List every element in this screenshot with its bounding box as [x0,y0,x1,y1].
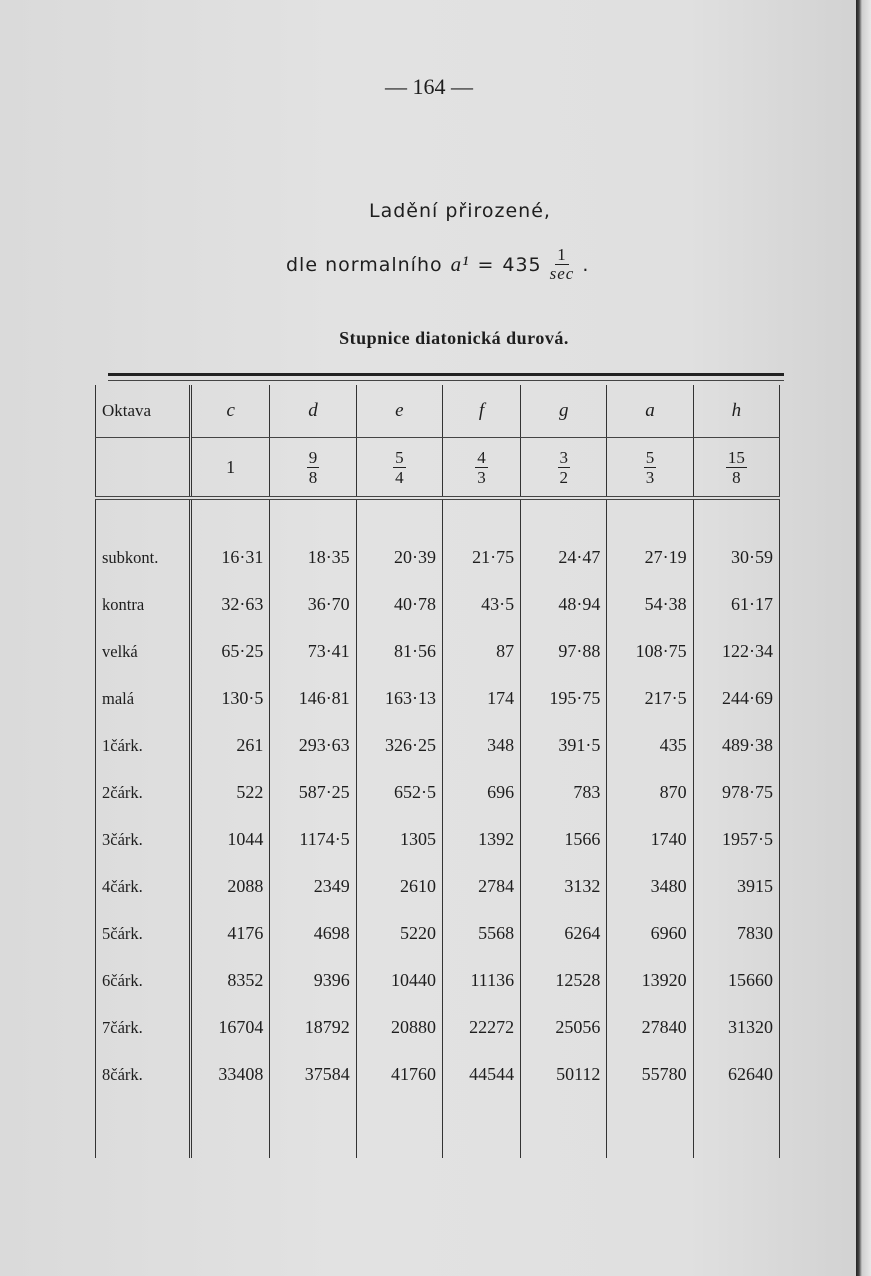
frequency-table [95,385,780,1158]
octave-label: kontra [96,581,191,628]
frequency-cell-d: 146·81 [270,675,356,722]
frequency-cell-g: 97·88 [521,628,607,675]
frequency-cell-e: 20880 [356,1004,442,1051]
note-header-f: f [442,385,520,438]
note-header-row [96,385,780,438]
frequency-cell-e: 20·39 [356,534,442,581]
frequency-cell-a: 870 [607,769,693,816]
table-row [96,1004,780,1051]
frequency-cell-h: 61·17 [693,581,779,628]
frequency-cell-f: 348 [442,722,520,769]
subtitle-variable: a¹ [450,252,470,276]
ratio-g: $\frac{3}{2}$ [521,438,607,499]
frequency-cell-d: 4698 [270,910,356,957]
ratio-row [96,438,780,499]
frequency-cell-g: 1566 [521,816,607,863]
frequency-cell-a: 217·5 [607,675,693,722]
book-spine-shadow [856,0,871,1276]
frequency-cell-c: 16·31 [190,534,270,581]
octave-column-header: Oktava [96,385,191,438]
frequency-cell-h: 31320 [693,1004,779,1051]
unit-fraction [550,246,575,283]
page-title: Ladění přirozené, [369,200,551,222]
frequency-cell-c: 130·5 [190,675,270,722]
spacer-row [96,498,780,534]
frequency-cell-d: 73·41 [270,628,356,675]
frequency-cell-c: 65·25 [190,628,270,675]
octave-label: 2čárk. [96,769,191,816]
table-top-rule [108,373,784,376]
frequency-cell-c: 1044 [190,816,270,863]
octave-label: 8čárk. [96,1051,191,1098]
table-row [96,816,780,863]
frequency-cell-e: 40·78 [356,581,442,628]
frequency-cell-c: 4176 [190,910,270,957]
octave-label: 7čárk. [96,1004,191,1051]
ratio-d: $\frac{9}{8}$ [270,438,356,499]
frequency-cell-d: 587·25 [270,769,356,816]
frequency-cell-d: 1174·5 [270,816,356,863]
frequency-cell-e: 652·5 [356,769,442,816]
section-heading: Stupnice diatonická durová. [339,328,569,348]
octave-label: 6čárk. [96,957,191,1004]
table-row [96,675,780,722]
frequency-cell-c: 33408 [190,1051,270,1098]
fraction-numerator: 1 [557,245,567,264]
frequency-cell-e: 1305 [356,816,442,863]
frequency-cell-g: 391·5 [521,722,607,769]
frequency-cell-f: 5568 [442,910,520,957]
frequency-cell-h: 978·75 [693,769,779,816]
note-header-c: c [190,385,270,438]
fraction-denominator: sec [549,264,575,283]
frequency-cell-d: 37584 [270,1051,356,1098]
frequency-cell-a: 54·38 [607,581,693,628]
frequency-cell-a: 108·75 [607,628,693,675]
octave-label: 5čárk. [96,910,191,957]
frequency-cell-g: 6264 [521,910,607,957]
frequency-cell-f: 1392 [442,816,520,863]
frequency-cell-f: 44544 [442,1051,520,1098]
frequency-cell-e: 81·56 [356,628,442,675]
frequency-cell-h: 30·59 [693,534,779,581]
frequency-cell-h: 7830 [693,910,779,957]
page-number: — 164 — [385,74,473,99]
frequency-cell-f: 87 [442,628,520,675]
table-row [96,581,780,628]
table-row [96,863,780,910]
note-header-h: h [693,385,779,438]
ratio-e: $\frac{5}{4}$ [356,438,442,499]
note-header-d: d [270,385,356,438]
subtitle-equals: = [477,253,495,276]
frequency-cell-a: 1740 [607,816,693,863]
frequency-cell-g: 50112 [521,1051,607,1098]
table-row [96,534,780,581]
frequency-cell-d: 18792 [270,1004,356,1051]
frequency-cell-g: 195·75 [521,675,607,722]
frequency-cell-f: 21·75 [442,534,520,581]
frequency-cell-h: 1957·5 [693,816,779,863]
frequency-cell-g: 25056 [521,1004,607,1051]
octave-label: velká [96,628,191,675]
ratio-f: $\frac{4}{3}$ [442,438,520,499]
frequency-cell-f: 2784 [442,863,520,910]
table-bottom-spacer [96,1098,780,1158]
note-header-e: e [356,385,442,438]
frequency-cell-f: 43·5 [442,581,520,628]
frequency-cell-d: 18·35 [270,534,356,581]
frequency-cell-f: 696 [442,769,520,816]
frequency-cell-g: 48·94 [521,581,607,628]
frequency-cell-g: 12528 [521,957,607,1004]
octave-label: 1čárk. [96,722,191,769]
table-row [96,722,780,769]
frequency-cell-a: 13920 [607,957,693,1004]
frequency-cell-h: 15660 [693,957,779,1004]
frequency-cell-a: 435 [607,722,693,769]
table-row [96,910,780,957]
frequency-cell-g: 3132 [521,863,607,910]
frequency-cell-c: 16704 [190,1004,270,1051]
ratio-h: $\frac{15}{8}$ [693,438,779,499]
frequency-cell-d: 9396 [270,957,356,1004]
frequency-cell-e: 326·25 [356,722,442,769]
frequency-cell-d: 293·63 [270,722,356,769]
frequency-cell-c: 8352 [190,957,270,1004]
octave-label: malá [96,675,191,722]
frequency-cell-d: 36·70 [270,581,356,628]
table-row [96,957,780,1004]
subtitle-prefix: dle normalního [286,253,443,276]
frequency-cell-a: 27·19 [607,534,693,581]
frequency-cell-f: 22272 [442,1004,520,1051]
frequency-cell-h: 62640 [693,1051,779,1098]
tuning-reference [286,246,589,283]
frequency-cell-h: 489·38 [693,722,779,769]
note-header-a: a [607,385,693,438]
subtitle-end: . [582,253,590,276]
octave-label: 3čárk. [96,816,191,863]
frequency-cell-e: 5220 [356,910,442,957]
frequency-cell-g: 24·47 [521,534,607,581]
frequency-cell-h: 122·34 [693,628,779,675]
frequency-cell-a: 3480 [607,863,693,910]
frequency-cell-c: 32·63 [190,581,270,628]
frequency-cell-c: 522 [190,769,270,816]
frequency-cell-e: 163·13 [356,675,442,722]
table-row [96,628,780,675]
frequency-cell-f: 11136 [442,957,520,1004]
ratio-c: 1 [190,438,270,499]
frequency-cell-h: 3915 [693,863,779,910]
table-row [96,1051,780,1098]
frequency-cell-d: 2349 [270,863,356,910]
frequency-cell-c: 261 [190,722,270,769]
frequency-cell-e: 2610 [356,863,442,910]
frequency-cell-c: 2088 [190,863,270,910]
table-top-rule-thin [108,380,784,381]
frequency-cell-a: 6960 [607,910,693,957]
octave-label: subkont. [96,534,191,581]
subtitle-value: 435 [502,253,542,276]
frequency-cell-a: 55780 [607,1051,693,1098]
note-header-g: g [521,385,607,438]
frequency-cell-g: 783 [521,769,607,816]
frequency-cell-e: 10440 [356,957,442,1004]
frequency-cell-e: 41760 [356,1051,442,1098]
ratio-row-label [96,438,191,499]
table-row [96,769,780,816]
frequency-cell-f: 174 [442,675,520,722]
frequency-cell-a: 27840 [607,1004,693,1051]
frequency-cell-h: 244·69 [693,675,779,722]
octave-label: 4čárk. [96,863,191,910]
ratio-a: $\frac{5}{3}$ [607,438,693,499]
